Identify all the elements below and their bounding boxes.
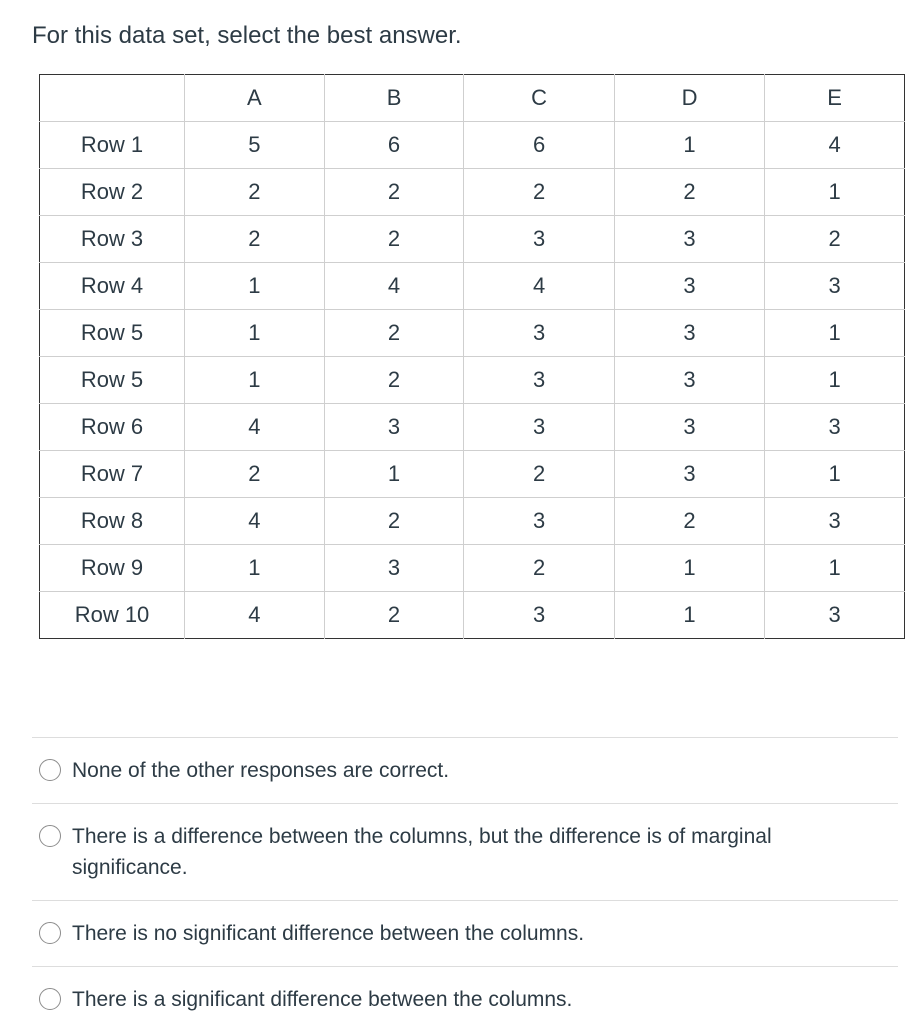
table-header-corner	[40, 75, 185, 122]
radio-button[interactable]	[39, 922, 61, 944]
answer-list	[32, 737, 898, 1024]
table-cell: 2	[324, 498, 464, 545]
answer-label[interactable]: There is a significant difference between the columns.	[72, 988, 573, 1011]
table-cell: 1	[614, 545, 764, 592]
table-cell: 1	[185, 310, 325, 357]
table-cell: 3	[464, 357, 614, 404]
table-cell: 3	[614, 357, 764, 404]
table-cell: 4	[324, 263, 464, 310]
table-cell: 5	[185, 122, 325, 169]
table-row	[40, 169, 905, 216]
table-row	[40, 592, 905, 639]
table-cell: 3	[614, 451, 764, 498]
answer-option[interactable]	[32, 737, 898, 803]
column-header-a: A	[185, 75, 325, 122]
answer-option[interactable]	[32, 900, 898, 966]
table-cell: 2	[185, 169, 325, 216]
radio-button[interactable]	[39, 759, 61, 781]
table-cell: 3	[464, 498, 614, 545]
table-cell: 1	[614, 122, 764, 169]
answer-option[interactable]	[32, 966, 898, 1024]
table-cell: 6	[464, 122, 614, 169]
radio-button[interactable]	[39, 825, 61, 847]
table-cell: 2	[324, 216, 464, 263]
table-cell: 3	[765, 592, 905, 639]
table-cell: 2	[324, 357, 464, 404]
table-cell: 2	[185, 451, 325, 498]
table-cell: 2	[324, 169, 464, 216]
table-cell: 2	[464, 451, 614, 498]
table-cell: 2	[464, 169, 614, 216]
table-row	[40, 122, 905, 169]
row-label: Row 10	[40, 592, 185, 639]
table-cell: 3	[464, 310, 614, 357]
table-cell: 4	[185, 404, 325, 451]
table-header-row	[40, 75, 905, 122]
table-cell: 2	[185, 216, 325, 263]
table-row	[40, 263, 905, 310]
table-row	[40, 310, 905, 357]
row-label: Row 8	[40, 498, 185, 545]
column-header-b: B	[324, 75, 464, 122]
table-cell: 1	[765, 169, 905, 216]
table-row	[40, 404, 905, 451]
table-cell: 3	[324, 404, 464, 451]
table-cell: 3	[464, 592, 614, 639]
table-cell: 1	[765, 451, 905, 498]
table-cell: 3	[614, 216, 764, 263]
data-table	[39, 74, 905, 639]
row-label: Row 5	[40, 357, 185, 404]
table-cell: 1	[614, 592, 764, 639]
table-cell: 4	[185, 592, 325, 639]
table-cell: 3	[765, 498, 905, 545]
column-header-c: C	[464, 75, 614, 122]
question-text: For this data set, select the best answer.	[32, 22, 462, 49]
table-cell: 4	[765, 122, 905, 169]
table-cell: 2	[324, 592, 464, 639]
table-cell: 3	[614, 310, 764, 357]
row-label: Row 4	[40, 263, 185, 310]
table-cell: 1	[765, 357, 905, 404]
table-cell: 6	[324, 122, 464, 169]
row-label: Row 5	[40, 310, 185, 357]
radio-button[interactable]	[39, 988, 61, 1010]
table-cell: 1	[765, 545, 905, 592]
table-cell: 2	[614, 498, 764, 545]
answer-option[interactable]	[32, 803, 898, 900]
table-cell: 1	[765, 310, 905, 357]
table-row	[40, 451, 905, 498]
row-label: Row 1	[40, 122, 185, 169]
table-row	[40, 498, 905, 545]
table-cell: 1	[185, 357, 325, 404]
row-label: Row 2	[40, 169, 185, 216]
table-row	[40, 545, 905, 592]
table-cell: 3	[464, 404, 614, 451]
answer-label[interactable]: There is a difference between the columns, but the difference is of marginal significance.	[72, 825, 772, 879]
table-cell: 2	[464, 545, 614, 592]
row-label: Row 7	[40, 451, 185, 498]
table-cell: 1	[185, 545, 325, 592]
table-cell: 1	[324, 451, 464, 498]
row-label: Row 9	[40, 545, 185, 592]
row-label: Row 3	[40, 216, 185, 263]
table-cell: 3	[765, 263, 905, 310]
answer-label[interactable]: None of the other responses are correct.	[72, 759, 450, 782]
table-cell: 2	[765, 216, 905, 263]
table-cell: 4	[464, 263, 614, 310]
row-label: Row 6	[40, 404, 185, 451]
table-cell: 3	[765, 404, 905, 451]
table-cell: 1	[185, 263, 325, 310]
column-header-e: E	[765, 75, 905, 122]
table-cell: 3	[614, 263, 764, 310]
table-cell: 2	[324, 310, 464, 357]
table-cell: 3	[324, 545, 464, 592]
table-cell: 4	[185, 498, 325, 545]
table-row	[40, 216, 905, 263]
table-cell: 3	[464, 216, 614, 263]
table-cell: 3	[614, 404, 764, 451]
column-header-d: D	[614, 75, 764, 122]
table-cell: 2	[614, 169, 764, 216]
table-row	[40, 357, 905, 404]
answer-label[interactable]: There is no significant difference between the columns.	[72, 922, 585, 945]
